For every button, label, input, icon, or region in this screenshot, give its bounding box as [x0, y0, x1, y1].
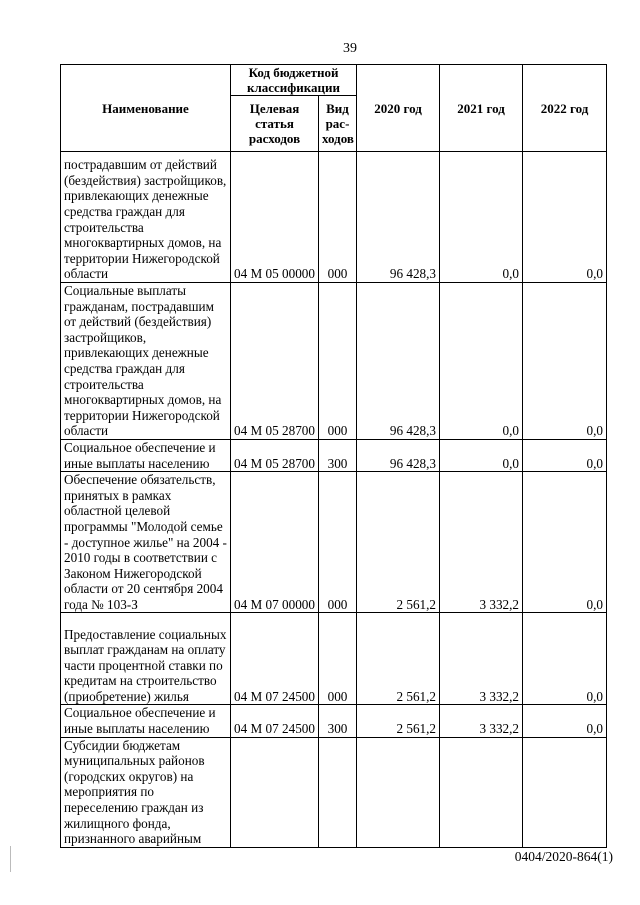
table-row	[61, 439, 607, 471]
header-year-2021: 2021 год	[440, 65, 523, 152]
table-row	[61, 472, 607, 613]
row-target-article: 04 М 05 00000	[231, 152, 319, 283]
row-2020: 2 561,2	[357, 705, 440, 737]
header-expense-type: Вид рас- ходов	[319, 96, 357, 152]
row-name: Социальное обеспечение и иные выплаты населению	[61, 705, 231, 737]
row-target-article: 04 М 07 24500	[231, 613, 319, 705]
row-expense-type: 000	[319, 472, 357, 613]
row-2022: 0,0	[523, 283, 607, 440]
row-expense-type: 000	[319, 613, 357, 705]
document-number: 0404/2020-864(1)	[514, 849, 613, 864]
row-target-article: 04 М 07 24500	[231, 705, 319, 737]
row-2021: 3 332,2	[440, 613, 523, 705]
row-expense-type: 300	[319, 705, 357, 737]
row-2022: 0,0	[523, 439, 607, 471]
page-number: 39	[343, 41, 357, 56]
row-2020: 96 428,3	[357, 283, 440, 440]
row-expense-type	[319, 737, 357, 847]
row-2020: 96 428,3	[357, 439, 440, 471]
margin-mark	[10, 846, 11, 872]
row-target-article	[231, 737, 319, 847]
row-2020: 2 561,2	[357, 613, 440, 705]
table-row	[61, 152, 607, 283]
row-target-article: 04 М 05 28700	[231, 439, 319, 471]
row-2021	[440, 737, 523, 847]
budget-table	[60, 64, 607, 848]
row-2022	[523, 737, 607, 847]
header-name: Наименование	[61, 65, 231, 152]
row-2022: 0,0	[523, 472, 607, 613]
row-expense-type: 000	[319, 152, 357, 283]
row-2022: 0,0	[523, 152, 607, 283]
row-2020	[357, 737, 440, 847]
row-name: Субсидии бюджетам муниципальных районов (городских округов) на мероприятия по переселению граждан из жилищного фонда, признанного аварийным	[61, 737, 231, 847]
row-2022: 0,0	[523, 613, 607, 705]
row-2021: 0,0	[440, 283, 523, 440]
header-year-2020: 2020 год	[357, 65, 440, 152]
row-name: Предоставление социальных выплат гражданам на оплату части процентной ставки по кредитам на строительство (приобретение) жилья	[61, 613, 231, 705]
table-row	[61, 737, 607, 847]
row-expense-type: 300	[319, 439, 357, 471]
row-2022: 0,0	[523, 705, 607, 737]
row-name: Социальные выплаты гражданам, пострадавшим от действий (бездействия) застройщиков, привлекающих денежные средства граждан для строительства многоквартирных домов, на территории Нижегородской области	[61, 283, 231, 440]
row-2020: 96 428,3	[357, 152, 440, 283]
row-target-article: 04 М 05 28700	[231, 283, 319, 440]
table-row	[61, 705, 607, 737]
header-target-article: Целевая статья расходов	[231, 96, 319, 152]
table-row	[61, 283, 607, 440]
row-2021: 3 332,2	[440, 705, 523, 737]
row-name: Социальное обеспечение и иные выплаты населению	[61, 439, 231, 471]
row-2021: 0,0	[440, 439, 523, 471]
row-name: Обеспечение обязательств, принятых в рамках областной целевой программы "Молодой семье - доступное жилье" на 2004 - 2010 годы в соответствии с Законом Нижегородской области от 20 сентября 2004 года № 103-З	[61, 472, 231, 613]
row-2020: 2 561,2	[357, 472, 440, 613]
row-expense-type: 000	[319, 283, 357, 440]
header-year-2022: 2022 год	[523, 65, 607, 152]
table-row	[61, 613, 607, 705]
row-name: пострадавшим от действий (бездействия) застройщиков, привлекающих денежные средства граждан для строительства многоквартирных домов, на территории Нижегородской области	[61, 152, 231, 283]
row-2021: 3 332,2	[440, 472, 523, 613]
row-target-article: 04 М 07 00000	[231, 472, 319, 613]
row-2021: 0,0	[440, 152, 523, 283]
header-budget-code: Код бюджетной классификации	[231, 65, 357, 96]
